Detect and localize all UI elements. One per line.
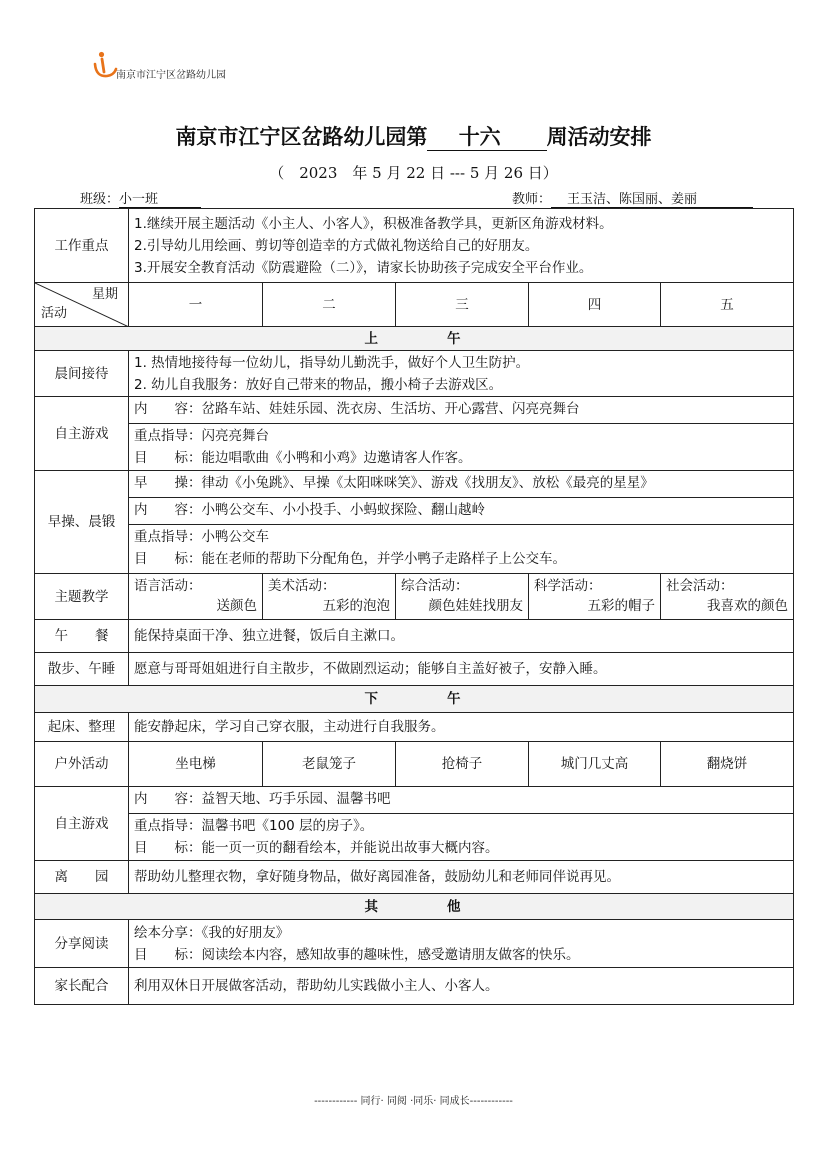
teacher-label: 教师：	[512, 192, 552, 207]
class-label: 班级：	[80, 192, 120, 207]
morning-section-row	[35, 327, 794, 351]
pm-free-play-guidance	[129, 814, 793, 860]
outdoor-row	[35, 742, 794, 787]
leave-label: 离 园	[35, 861, 129, 894]
free-play-areas: 内 容：岔路车站、娃娃乐园、洗衣房、生活坊、开心露营、闪亮亮舞台	[129, 397, 793, 424]
exercise-content	[129, 471, 794, 574]
free-play-goal: 目 标：能边唱歌曲《小鸭和小鸡》边邀请客人作客。	[134, 450, 472, 466]
pm-free-play-areas: 内 容：益智天地、巧手乐园、温馨书吧	[129, 787, 793, 814]
family-row	[35, 968, 794, 1005]
reception-content	[129, 351, 794, 397]
title-suffix: 周活动安排	[546, 124, 652, 149]
exercise-guidance	[129, 525, 793, 573]
leave-content: 帮助幼儿整理衣物，拿好随身物品，做好离园准备，鼓励幼儿和老师同伴说再见。	[129, 861, 794, 894]
outdoor-game: 翻烧饼	[661, 742, 794, 787]
outdoor-game: 老鼠笼子	[263, 742, 396, 787]
outdoor-game: 坐电梯	[129, 742, 263, 787]
free-play-guidance	[129, 424, 793, 470]
morning-free-play-label: 自主游戏	[35, 397, 129, 471]
family-content: 利用双休日开展做客活动，帮助幼儿实践做小主人、小客人。	[129, 968, 794, 1005]
afternoon-section-row	[35, 686, 794, 713]
class-value: 小一班	[119, 188, 201, 208]
nap-row	[35, 653, 794, 686]
theme-subject-cell	[263, 574, 396, 620]
other-section-label: 其 他	[35, 894, 794, 920]
reception-line: 1. 热情地接待每一位幼儿，指导幼儿勤洗手，做好个人卫生防护。	[134, 354, 530, 371]
teacher-info	[512, 188, 753, 208]
wakeup-row	[35, 713, 794, 742]
focus-content	[129, 209, 794, 283]
day-monday: 一	[129, 283, 263, 327]
weekday-axis-label: 星期	[91, 287, 118, 302]
exercise-row	[35, 471, 794, 574]
kindergarten-logo-icon	[92, 50, 118, 78]
page-title	[0, 121, 827, 151]
theme-subject-cell	[396, 574, 529, 620]
theme-subject-cell	[661, 574, 794, 620]
reading-book: 绘本分享：《我的好朋友》	[134, 924, 290, 941]
other-section-row	[35, 894, 794, 920]
reception-row	[35, 351, 794, 397]
pm-free-play-focus: 重点指导：温馨书吧《100 层的房子》。	[134, 818, 374, 834]
subject-name: 综合活动：	[401, 578, 469, 594]
wakeup-label: 起床、整理	[35, 713, 129, 742]
reception-label: 晨间接待	[35, 351, 129, 397]
afternoon-section-label: 下 午	[35, 686, 794, 713]
day-friday: 五	[661, 283, 794, 327]
theme-subject-cell	[129, 574, 263, 620]
nap-label: 散步、午睡	[35, 653, 129, 686]
focus-line: 1.继续开展主题活动《小主人、小客人》，积极准备教学具，更新区角游戏材料。	[134, 215, 613, 232]
wakeup-content: 能安静起床，学习自己穿衣服，主动进行自我服务。	[129, 713, 794, 742]
page-header	[92, 50, 392, 84]
afternoon-free-play-label: 自主游戏	[35, 787, 129, 861]
reception-line: 2. 幼儿自我服务：放好自己带来的物品，搬小椅子去游戏区。	[134, 376, 503, 393]
leave-row	[35, 861, 794, 894]
subject-name: 社会活动：	[666, 578, 734, 594]
subject-name: 科学活动：	[534, 578, 602, 594]
exercise-goal: 目 标：能在老师的帮助下分配角色，并学小鸭子走路样子上公交车。	[134, 551, 566, 567]
class-info	[80, 188, 201, 208]
focus-line: 2.引导幼儿用绘画、剪切等创造幸的方式做礼物送给自己的好朋友。	[134, 237, 539, 254]
reading-label: 分享阅读	[35, 920, 129, 968]
focus-label: 工作重点	[35, 209, 129, 283]
week-number: 十六	[427, 124, 546, 151]
lunch-row	[35, 620, 794, 653]
page-footer: ------------ 同行· 同阅 ·同乐· 同成长------------	[314, 1096, 513, 1107]
exercise-areas: 内 容：小鸭公交车、小小投手、小蚂蚁探险、翻山越岭	[129, 498, 793, 525]
exercise-label: 早操、晨锻	[35, 471, 129, 574]
exercise-focus: 重点指导：小鸭公交车	[134, 529, 269, 545]
theme-subject-cell	[529, 574, 661, 620]
subject-title: 五彩的泡泡	[322, 598, 390, 614]
nap-content: 愿意与哥哥姐姐进行自主散步，不做剧烈运动；能够自主盖好被子，安静入睡。	[129, 653, 794, 686]
day-tuesday: 二	[263, 283, 396, 327]
afternoon-free-play-content	[129, 787, 794, 861]
reading-content	[129, 920, 794, 968]
subject-title: 颜色娃娃找朋友	[428, 598, 523, 614]
family-label: 家长配合	[35, 968, 129, 1005]
org-name: 南京市江宁区岔路幼儿园	[116, 70, 226, 81]
outdoor-label: 户外活动	[35, 742, 129, 787]
exercise-routine: 早 操：律动《小兔跳》、早操《太阳咪咪笑》、游戏《找朋友》、放松《最亮的星星》	[129, 471, 793, 498]
schedule-table	[34, 208, 794, 1005]
day-thursday: 四	[529, 283, 661, 327]
reading-row	[35, 920, 794, 968]
weekday-header-row	[35, 283, 794, 327]
focus-row	[35, 209, 794, 283]
lunch-label: 午 餐	[35, 620, 129, 653]
lunch-content: 能保持桌面干净、独立进餐，饭后自主漱口。	[129, 620, 794, 653]
subject-name: 美术活动：	[268, 578, 336, 594]
theme-teaching-label: 主题教学	[35, 574, 129, 620]
subject-name: 语言活动：	[134, 578, 202, 594]
subject-title: 送颜色	[216, 598, 257, 614]
morning-free-play-row	[35, 397, 794, 471]
morning-free-play-content	[129, 397, 794, 471]
reading-goal: 目 标：阅读绘本内容，感知故事的趣味性，感受邀请朋友做客的快乐。	[134, 946, 580, 963]
outdoor-game: 抢椅子	[396, 742, 529, 787]
activity-axis-label: 活动	[41, 306, 68, 321]
diagonal-header-cell	[35, 283, 129, 327]
theme-teaching-row	[35, 574, 794, 620]
focus-line: 3.开展安全教育活动《防震避险（二）》，请家长协助孩子完成安全平台作业。	[134, 259, 593, 276]
day-wednesday: 三	[396, 283, 529, 327]
subject-title: 我喜欢的颜色	[707, 598, 789, 614]
free-play-focus: 重点指导：闪亮亮舞台	[134, 428, 269, 444]
morning-section-label: 上 午	[35, 327, 794, 351]
outdoor-game: 城门几丈高	[529, 742, 661, 787]
afternoon-free-play-row	[35, 787, 794, 861]
pm-free-play-goal: 目 标：能一页一页的翻看绘本，并能说出故事大概内容。	[134, 840, 499, 856]
date-range: （ 2023 年 5 月 22 日 --- 5 月 26 日）	[269, 164, 558, 182]
teacher-value: 王玉洁、陈国丽、姜丽	[551, 188, 753, 208]
title-prefix: 南京市江宁区岔路幼儿园第	[175, 124, 428, 149]
subject-title: 五彩的帽子	[587, 598, 655, 614]
